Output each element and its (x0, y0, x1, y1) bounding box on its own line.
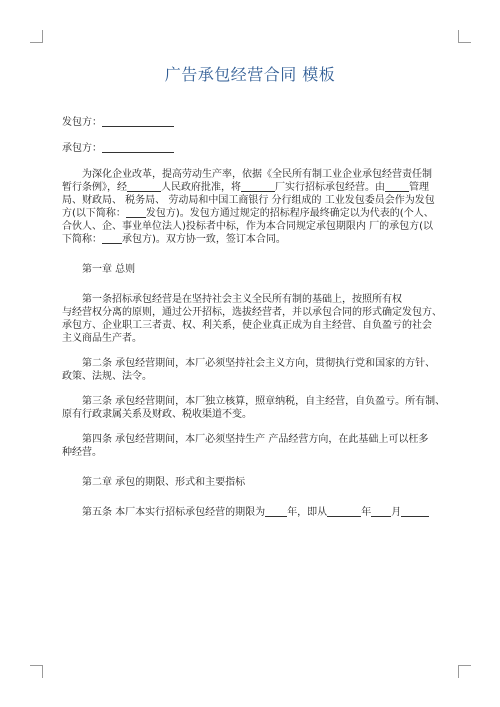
preamble-text: 厂实行招标承包经营。由 (275, 182, 385, 193)
party-a-blank (102, 116, 174, 127)
party-b-label: 承包方： (62, 143, 102, 154)
crop-mark-top-right (458, 30, 471, 43)
preamble-text: 方(以下简称： (62, 208, 126, 219)
article-3 (62, 395, 446, 421)
preamble-line: 局、财政局、 税务局、 劳动局和中国工商银行 分行组成的 工业发包委员会作为发包 (62, 195, 435, 206)
preamble-line: 合伙人、企、事业单位法人)投标者中标，作为本合同规定承包期限内 厂的承包方(以 (62, 221, 433, 232)
preamble-text: 下简称： (62, 234, 102, 245)
crop-mark-bottom-left (30, 665, 43, 678)
preamble-line: 为深化企业改革，提高劳动生产率，依据《全民所有制工业企业承包经营责任制 (82, 169, 432, 180)
article-line: 种经营。 (62, 447, 102, 458)
preamble-line (62, 207, 442, 220)
article-line: 与经营权分离的原则，通过公开招标，选拔经营者，并以承包合同的形式确定发包方、 (62, 307, 442, 318)
preamble-line (62, 233, 442, 246)
preamble-text: 暂行条例》，经 (62, 182, 127, 193)
article-line: 第二条 承包经营期间，本厂必须坚持社会主义方向，贯彻执行党和国家的方针、 (82, 358, 436, 369)
article-line (62, 506, 442, 519)
party-a-label: 发包方： (62, 117, 102, 128)
preamble-text: 承包方)。双方协一致，签订本合同。 (122, 234, 286, 245)
party-b-line (62, 142, 442, 155)
article-5 (62, 506, 442, 519)
party-b-blank (102, 142, 174, 153)
party-a-line (62, 116, 442, 129)
article-line: 主义商品生产者。 (62, 333, 142, 344)
article-text: 第五条 本厂本实行招标承包经营的期限为 (82, 507, 266, 518)
article-line: 原有行政隶属关系及财政、税收渠道不变。 (62, 409, 252, 420)
fill-blank (126, 207, 146, 218)
document-body (62, 116, 446, 519)
preamble-paragraph (62, 168, 442, 246)
article-line: 第四条 承包经营期间，本厂必须坚持生产 产品经营方向，在此基础上可以枉多 (82, 434, 429, 445)
chapter-1-heading: 第一章 总则 (82, 264, 136, 275)
article-line: 第一条招标承包经营是在坚持社会主义全民所有制的基础上，按照所有权 (82, 294, 402, 305)
fill-blank (127, 181, 161, 192)
article-1 (62, 293, 442, 345)
article-text: 年，即从 (287, 507, 328, 518)
article-text: 年 (361, 507, 372, 518)
article-4 (62, 433, 442, 459)
fill-blank (327, 506, 361, 517)
fill-blank (102, 233, 122, 244)
preamble-text: 发包方)。发包方通过规定的招标程序最终确定以为代表的(个人、 (145, 208, 434, 219)
preamble-text: 管理 (409, 182, 429, 193)
crop-mark-bottom-right (458, 665, 471, 678)
fill-blank (265, 506, 287, 517)
article-line: 第三条 承包经营期间，本厂独立核算，照章纳税，自主经营，自负盈亏。所有制、 (82, 396, 446, 407)
crop-mark-top-left (30, 30, 43, 43)
document-title: 广告承包经营合同 模板 (164, 65, 336, 84)
fill-blank (385, 181, 409, 192)
preamble-line (62, 181, 442, 194)
fill-blank (401, 506, 429, 517)
article-text: 月 (391, 507, 402, 518)
article-line: 政策、法规、法令。 (62, 371, 152, 382)
chapter-2-heading: 第二章 承包的期限、形式和主要指标 (82, 477, 246, 488)
article-2 (62, 357, 442, 383)
preamble-text: 人民政府批准，将 (161, 182, 241, 193)
fill-blank (241, 181, 275, 192)
article-line: 承包方、企业职工三者责、权、利关系，使企业真正成为自主经营、自负盈亏的社会 (62, 320, 432, 331)
fill-blank (371, 506, 391, 517)
